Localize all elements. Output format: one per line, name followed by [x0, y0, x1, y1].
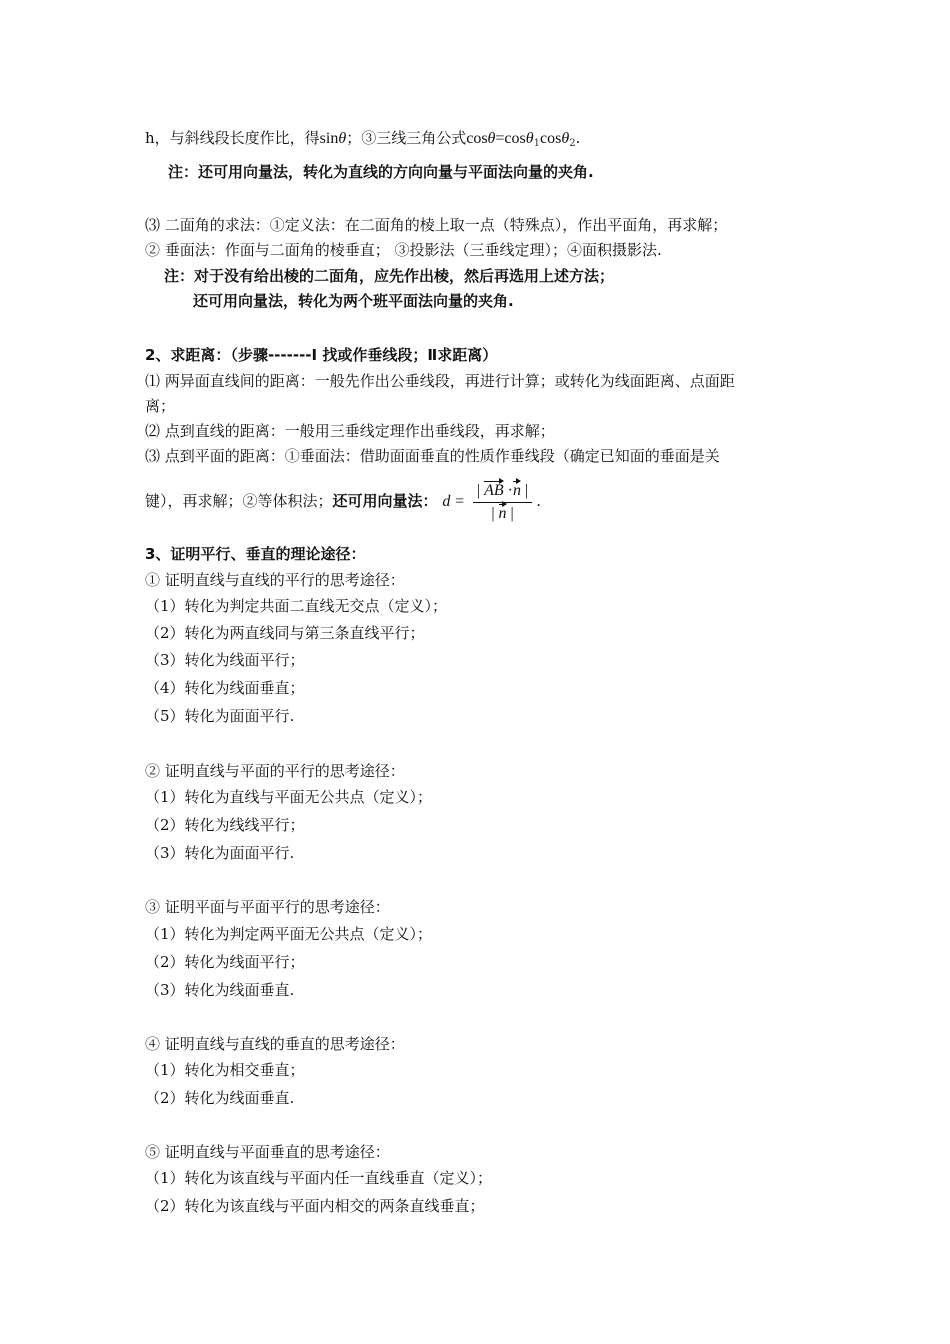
note-vector-method: 注：还可用向量法，转化为直线的方向向量与平面法向量的夹角. [168, 163, 594, 181]
section-heading-proofs: 3、证明平行、垂直的理论途径： [145, 545, 366, 563]
note-normal-vectors: 还可用向量法，转化为两个班平面法向量的夹角. [193, 292, 514, 310]
formula-d: d [442, 493, 451, 510]
list-item: （1）转化为判定共面二直线无交点（定义）； [145, 597, 448, 615]
list-item: （2）转化为该直线与平面内相交的两条直线垂直； [145, 1197, 485, 1215]
distance-line-1: ⑴ 两异面直线间的距离：一般先作出公垂线段，再进行计算；或转化为线面距离、点面距 [145, 372, 735, 390]
formula-equals: = [455, 493, 465, 510]
distance-formula-line: 键），再求解；②等体积法；还可用向量法： d = $\frac{| AB \cdot n |}{| n |}$ . [145, 478, 541, 525]
list-item: （1）转化为相交垂直； [145, 1061, 305, 1079]
vector-n-bottom: n [499, 503, 507, 525]
p3-title: ③ 证明平面与平面平行的思考途径： [145, 898, 390, 916]
dihedral-line-1: ⑶ 二面角的求法：①定义法：在二面角的棱上取一点（特殊点），作出平面角，再求解； [145, 216, 728, 234]
p5-title: ⑤ 证明直线与平面垂直的思考途径： [145, 1143, 390, 1161]
section-heading-distance: 2、求距离：（步骤-------Ⅰ 找或作垂线段；Ⅱ求距离） [145, 346, 498, 364]
distance-line-3: ⑶ 点到平面的距离：①垂面法：借助面面垂直的性质作垂线段（确定已知面的垂面是关 [145, 447, 720, 465]
list-item: （4）转化为线面垂直； [145, 679, 305, 697]
vector-AB: AB [484, 480, 504, 502]
fraction-numerator: | AB ·n | [473, 480, 532, 503]
fraction-denominator: | n | [473, 503, 532, 525]
p4-title: ④ 证明直线与直线的垂直的思考途径： [145, 1035, 405, 1053]
distance-line-1b: 离； [145, 397, 176, 415]
line-angle-formula: h，与斜线段长度作比，得sinθ；③三线三角公式cosθ=cosθ$_1$cosθ$_2$. [145, 129, 581, 149]
dihedral-line-2: ② 垂面法：作面与二面角的棱垂直； ③投影法（三垂线定理）；④面积摄影法. [145, 241, 662, 259]
list-item: （3）转化为线面垂直. [145, 981, 295, 999]
vector-n-top: n [513, 480, 521, 502]
list-item: （2）转化为线线平行； [145, 816, 305, 834]
distance-line-2: ⑵ 点到直线的距离：一般用三垂线定理作出垂线段，再求解； [145, 422, 555, 440]
p1-title: ① 证明直线与直线的平行的思考途径： [145, 571, 405, 589]
list-item: （1）转化为直线与平面无公共点（定义）； [145, 788, 433, 806]
note-edge: 注：对于没有给出棱的二面角，应先作出棱，然后再选用上述方法； [164, 267, 615, 285]
list-item: （5）转化为面面平行. [145, 707, 295, 725]
list-item: （3）转化为面面平行. [145, 844, 295, 862]
distance-fraction [473, 480, 532, 525]
list-item: （1）转化为判定两平面无公共点（定义）； [145, 925, 433, 943]
list-item: （3）转化为线面平行； [145, 651, 305, 669]
list-item: （2）转化为线面垂直. [145, 1089, 295, 1107]
list-item: （1）转化为该直线与平面内任一直线垂直（定义）； [145, 1169, 493, 1187]
p2-title: ② 证明直线与平面的平行的思考途径： [145, 762, 405, 780]
list-item: （2）转化为两直线同与第三条直线平行； [145, 624, 425, 642]
list-item: （2）转化为线面平行； [145, 953, 305, 971]
